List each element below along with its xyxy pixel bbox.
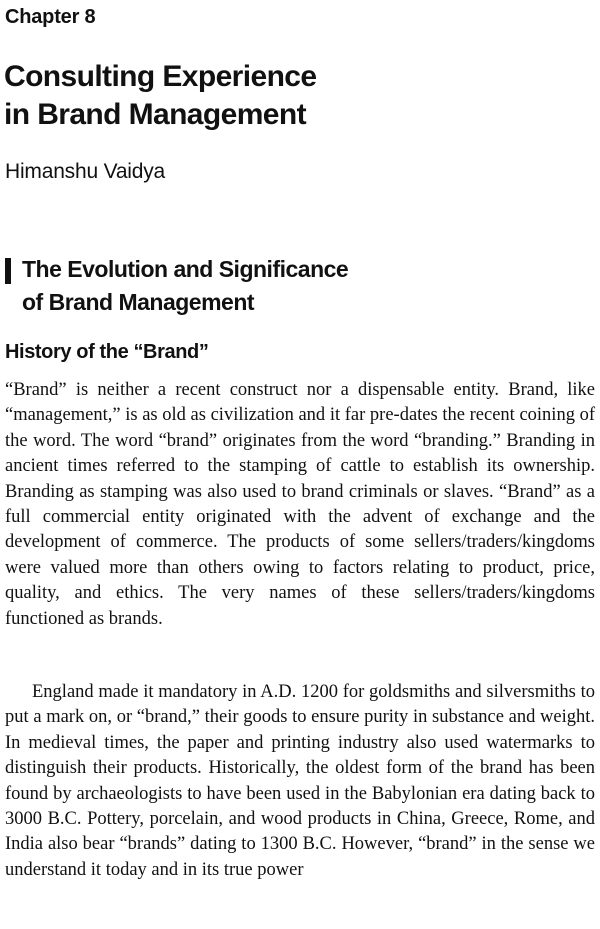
section-marker-bar [5, 258, 11, 284]
author-name: Himanshu Vaidya [5, 160, 166, 183]
subheading: History of the “Brand” [5, 341, 209, 363]
chapter-label: Chapter 8 [5, 6, 96, 28]
section-heading-line-2: of Brand Management [22, 289, 255, 315]
section-heading-line-1: The Evolution and Significance [22, 256, 349, 282]
body-paragraph-1: “Brand” is neither a recent construct nor a dispensable entity. Brand, like “management,” is as old as civilization and it far pre-dates the recent coining of the word. The word “brand” originates from the word “branding.” Branding in ancient times referred to the stamping of cattle to establish its ownership. Branding as stamping was also used to brand criminals or slaves. “Brand” as a full commercial entity originated with the advent of exchange and the development of commerce. The products of some sellers/traders/kingdoms were valued more than others owing to factors relating to product, price, quality, and ethics. The very names of these sellers/traders/kingdoms functioned as brands. [5, 380, 595, 629]
chapter-title-line-1: Consulting Experience [4, 60, 317, 93]
chapter-title-line-2: in Brand Management [4, 98, 306, 131]
body-paragraph-2: England made it mandatory in A.D. 1200 for goldsmiths and silversmiths to put a mark on, or “brand,” their goods to ensure purity in substance and weight. In medieval times, the paper and printing industry also used watermarks to distinguish their products. Historically, the oldest form of the brand has been found by archaeologists to have been used in the Babylonian era dating back to 3000 B.C. Pottery, porcelain, and wood products in China, Greece, Rome, and India also bear “brands” dating to 1300 B.C. However, “brand” in the sense we understand it today and in its true power [5, 682, 595, 880]
chapter-title [4, 58, 316, 134]
section-heading [22, 253, 348, 319]
